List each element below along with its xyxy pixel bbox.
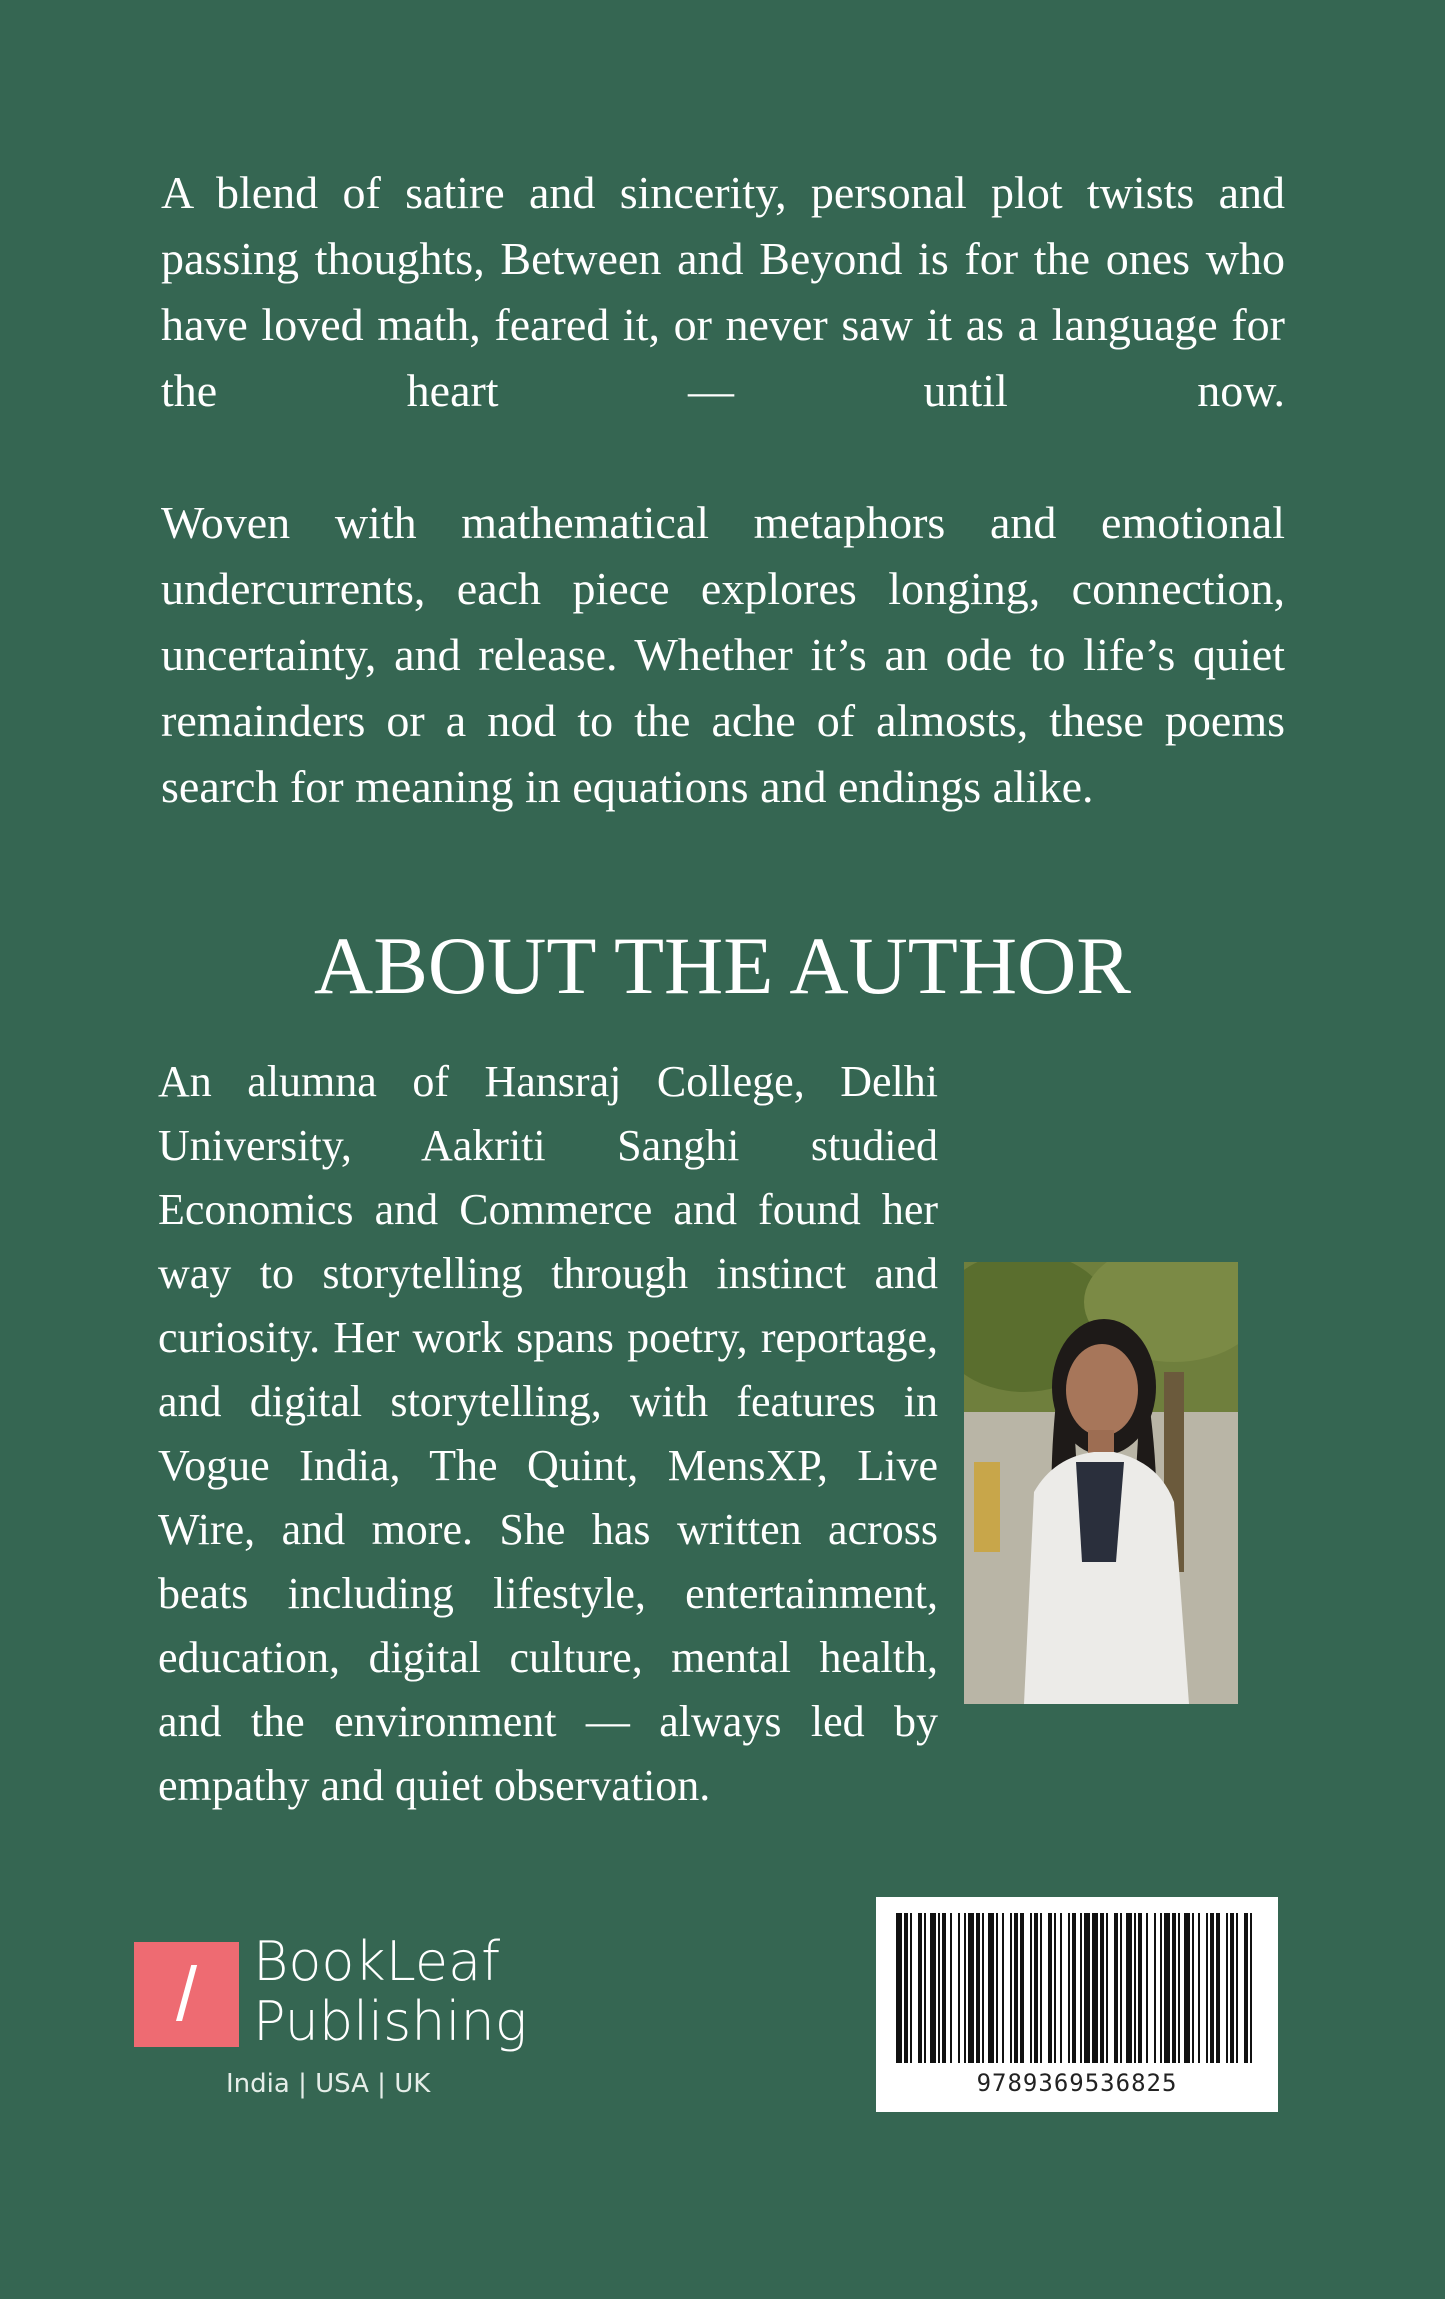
barcode-bar [1054,1913,1056,2063]
barcode-bar [1072,1913,1076,2063]
barcode-bar [1160,1913,1162,2063]
barcode-bar [942,1913,946,2063]
blurb-paragraph-2: Woven with mathematical metaphors and emotional undercurrents, each piece explores longing, connection, uncertainty, and release. Whether it’s an ode to life’s quiet remainders or a nod to the ache of almosts, these poems search for meaning in equations and endings alike. [161,497,1285,812]
barcode-bar [918,1913,922,2063]
about-author-heading: ABOUT THE AUTHOR [314,920,1131,1011]
barcode-bar [1172,1913,1176,2063]
barcode-bar [988,1913,994,2063]
barcode-bar [1060,1913,1062,2063]
barcode-bar [1146,1913,1148,2063]
barcode-bar [1092,1913,1098,2063]
barcode-bar [1178,1913,1180,2063]
publisher-name-line-2: Publishing [253,1990,528,2053]
barcode-bar [1100,1913,1104,2063]
barcode-bar [1250,1913,1252,2063]
barcode-bar [1216,1913,1220,2063]
publisher-regions: India | USA | UK [226,2069,431,2099]
barcode-bar [1138,1913,1142,2063]
barcode-bar [1210,1913,1214,2063]
barcode-bar [1068,1913,1070,2063]
barcode-bars [892,1913,1262,2063]
barcode-bar [1154,1913,1156,2063]
barcode-bar [1014,1913,1018,2063]
barcode-bar [976,1913,980,2063]
barcode-bar [1048,1913,1052,2063]
barcode-bar [950,1913,952,2063]
barcode-bar [896,1913,902,2063]
blurb-paragraph-1: A blend of satire and sincerity, personal plot twists and passing thoughts, Between and Beyond is for the ones who have loved math, feared it, or never saw it as a language for the heart — until now. [161,167,1285,416]
barcode-bar [1010,1913,1012,2063]
barcode-bar [1198,1913,1200,2063]
barcode-bar [1114,1913,1118,2063]
author-photo-image [964,1262,1238,1704]
isbn-barcode [876,1897,1278,2112]
barcode-bar [1084,1913,1090,2063]
barcode-bar [982,1913,984,2063]
barcode-bar [1126,1913,1132,2063]
barcode-bar [1192,1913,1194,2063]
author-photo [964,1262,1238,1704]
barcode-bar [1106,1913,1108,2063]
publisher-name-line-1: BookLeaf [253,1930,501,1993]
publisher-logo-mark [134,1942,239,2047]
barcode-bar [1230,1913,1234,2063]
barcode-bar [1030,1913,1032,2063]
barcode-bar [958,1913,960,2063]
isbn-number: 9789369536825 [976,2069,1178,2097]
barcode-bar [1244,1913,1248,2063]
barcode-bar [904,1913,908,2063]
barcode-bar [1080,1913,1082,2063]
publisher-logo [134,1930,554,2110]
barcode-bar [1226,1913,1228,2063]
publisher-name [253,1932,527,2052]
barcode-bar [930,1913,936,2063]
barcode-bar [1034,1913,1038,2063]
barcode-bar [968,1913,974,2063]
barcode-bar [1236,1913,1238,2063]
barcode-bar [1020,1913,1024,2063]
publisher-logo-slash: / [175,1952,198,2037]
barcode-bar [910,1913,912,2063]
barcode-bar [1002,1913,1004,2063]
barcode-bar [964,1913,966,2063]
author-bio: An alumna of Hansraj College, Delhi University, Aakriti Sanghi studied Economics and Commerce and found her way to storytelling through instinct and curiosity. Her work spans poetry, reportage, and digital storytelling, with features in Vogue India, The Quint, MensXP, Live Wire, and more. She has written across beats including lifestyle, entertainment, education, digital culture, mental health, and the environment — always led by empathy and quiet observation. [158,1057,938,1810]
barcode-bar [938,1913,940,2063]
barcode-bar [1164,1913,1170,2063]
barcode-bar [1184,1913,1190,2063]
barcode-bar [1120,1913,1122,2063]
barcode-bar [1134,1913,1136,2063]
barcode-bar [1206,1913,1208,2063]
barcode-bar [924,1913,926,2063]
barcode-bar [1040,1913,1042,2063]
barcode-bar [996,1913,998,2063]
